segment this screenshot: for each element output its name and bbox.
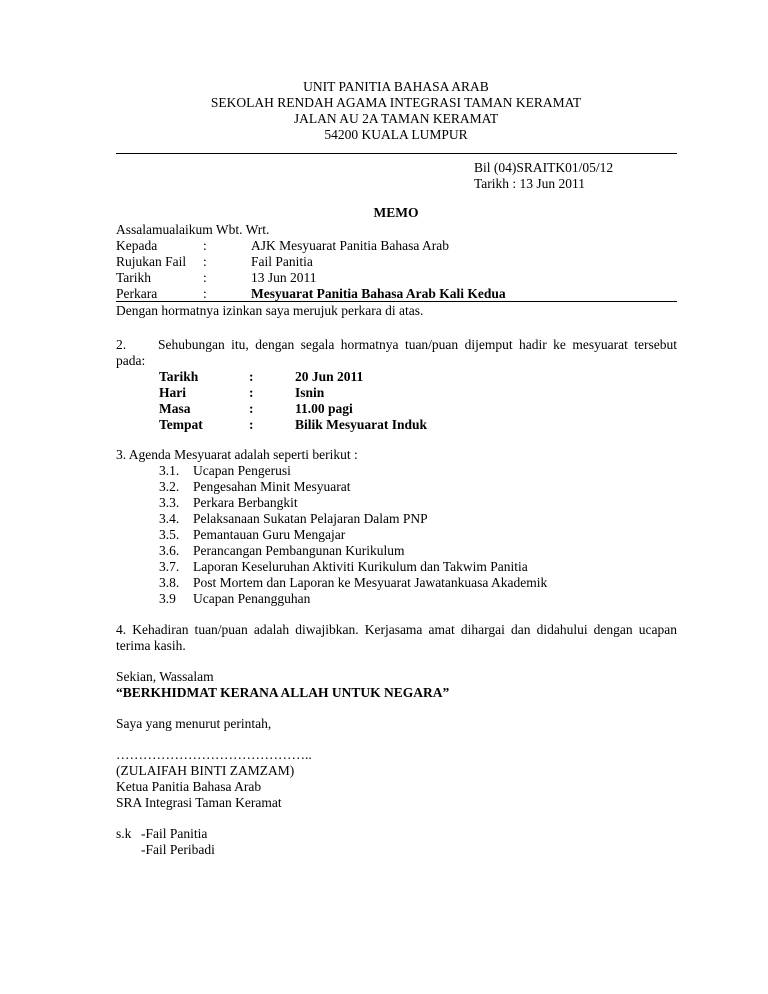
- meeting-colon: :: [249, 417, 254, 432]
- agenda-text: Ucapan Pengerusi: [193, 463, 291, 478]
- field-colon: :: [203, 254, 207, 269]
- field-value: Fail Panitia: [251, 254, 313, 269]
- agenda-number: 3.9: [159, 591, 176, 606]
- meeting-value: 11.00 pagi: [295, 401, 353, 416]
- signatory-school: SRA Integrasi Taman Keramat: [116, 795, 282, 810]
- field-value: 13 Jun 2011: [251, 270, 317, 285]
- reference-number: Bil (04)SRAITK01/05/12: [474, 160, 614, 175]
- meeting-value: 20 Jun 2011: [295, 369, 364, 384]
- signature-dots: ……………………………………..: [116, 747, 312, 762]
- meeting-label: Hari: [159, 385, 186, 400]
- greeting: Assalamualaikum Wbt. Wrt.: [116, 222, 270, 237]
- agenda-number: 3.6.: [159, 543, 180, 558]
- agenda-text: Post Mortem dan Laporan ke Mesyuarat Jawatankuasa Akademik: [193, 575, 548, 590]
- para4-line2: terima kasih.: [116, 638, 186, 653]
- signatory-position: Ketua Panitia Bahasa Arab: [116, 779, 262, 794]
- agenda-text: Laporan Keseluruhan Aktiviti Kurikulum dan Takwim Panitia: [193, 559, 528, 574]
- field-colon: :: [203, 238, 207, 253]
- closing-perintah: Saya yang menurut perintah,: [116, 716, 272, 731]
- agenda-number: 3.2.: [159, 479, 180, 494]
- para2-line2: pada:: [116, 353, 146, 368]
- meeting-value: Isnin: [295, 385, 325, 400]
- agenda-number: 3.5.: [159, 527, 180, 542]
- reference-date: Tarikh : 13 Jun 2011: [474, 176, 586, 191]
- meeting-colon: :: [249, 401, 254, 416]
- header-school: SEKOLAH RENDAH AGAMA INTEGRASI TAMAN KERAMAT: [210, 95, 582, 110]
- field-label: Rujukan Fail: [116, 254, 187, 269]
- meeting-colon: :: [249, 385, 254, 400]
- agenda-text: Perancangan Pembangunan Kurikulum: [193, 543, 405, 558]
- field-value: AJK Mesyuarat Panitia Bahasa Arab: [251, 238, 449, 253]
- header-address: JALAN AU 2A TAMAN KERAMAT: [293, 111, 499, 126]
- agenda-text: Pemantauan Guru Mengajar: [193, 527, 346, 542]
- meeting-colon: :: [249, 369, 254, 384]
- agenda-text: Pelaksanaan Sukatan Pelajaran Dalam PNP: [193, 511, 428, 526]
- header-unit: UNIT PANITIA BAHASA ARAB: [303, 79, 489, 94]
- field-colon: :: [203, 270, 207, 285]
- field-colon: :: [203, 286, 207, 301]
- header-divider: [116, 153, 677, 154]
- para2-line1: Sehubungan itu, dengan segala hormatnya tuan/puan dijemput hadir ke mesyuarat tersebut: [158, 337, 677, 352]
- agenda-text: Ucapan Penangguhan: [193, 591, 311, 606]
- cc-item: -Fail Panitia: [141, 826, 208, 841]
- signatory-name: (ZULAIFAH BINTI ZAMZAM): [116, 763, 295, 778]
- meeting-label: Tarikh: [159, 369, 199, 384]
- meeting-label: Tempat: [159, 417, 203, 432]
- closing-motto: “BERKHIDMAT KERANA ALLAH UNTUK NEGARA”: [116, 685, 450, 700]
- agenda-number: 3.3.: [159, 495, 180, 510]
- para2-number: 2.: [116, 337, 127, 352]
- closing-sekian: Sekian, Wassalam: [116, 669, 214, 684]
- cc-prefix: s.k: [116, 826, 132, 841]
- agenda-text: Pengesahan Minit Mesyuarat: [193, 479, 351, 494]
- agenda-number: 3.1.: [159, 463, 180, 478]
- header-postcode: 54200 KUALA LUMPUR: [324, 127, 468, 142]
- agenda-number: 3.7.: [159, 559, 180, 574]
- meeting-value: Bilik Mesyuarat Induk: [295, 417, 428, 432]
- field-value-subject: Mesyuarat Panitia Bahasa Arab Kali Kedua: [251, 286, 506, 301]
- agenda-text: Perkara Berbangkit: [193, 495, 298, 510]
- field-label: Tarikh: [116, 270, 152, 285]
- agenda-number: 3.4.: [159, 511, 180, 526]
- cc-item: -Fail Peribadi: [141, 842, 215, 857]
- agenda-number: 3.8.: [159, 575, 180, 590]
- field-label: Kepada: [116, 238, 158, 253]
- intro-text: Dengan hormatnya izinkan saya merujuk perkara di atas.: [116, 303, 424, 318]
- field-label: Perkara: [116, 286, 158, 301]
- agenda-heading: 3. Agenda Mesyuarat adalah seperti berikut :: [116, 447, 358, 462]
- memo-title: MEMO: [373, 205, 419, 220]
- meeting-label: Masa: [159, 401, 191, 416]
- para4-line1: 4. Kehadiran tuan/puan adalah diwajibkan. Kerjasama amat dihargai dan didahului dengan ucapan: [116, 622, 677, 637]
